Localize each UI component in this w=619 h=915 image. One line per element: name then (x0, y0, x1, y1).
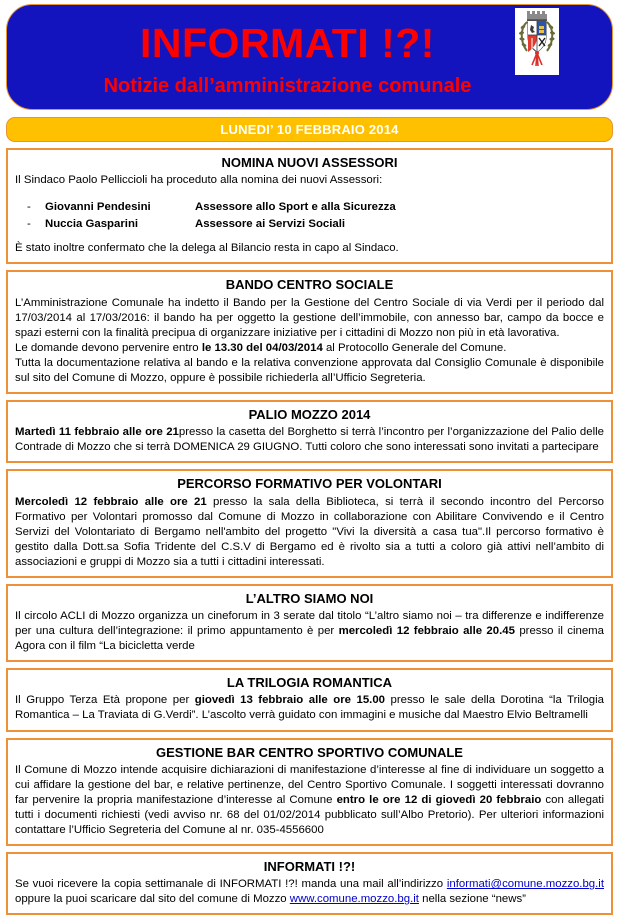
assessor-role: Assessore ai Servizi Sociali (195, 217, 346, 230)
list-item (15, 199, 604, 216)
article-bando-centro-sociale (6, 270, 613, 394)
article-body (15, 763, 604, 838)
text-segment: presso il cinema Agora con il film “La bicicletta verde (15, 625, 605, 653)
text-segment: presso le sale della Dorotina “la Trilogia Romantica – La Traviata di G.Verdi”. L’ascolto verrà guidato con immagini e musiche dal Maestro Elvio Beltramelli (15, 694, 605, 722)
text-segment: Le domande devono pervenire entro (15, 341, 202, 354)
article-body (15, 877, 604, 907)
text-segment: presso la sala della Biblioteca, si terrà il secondo incontro del Percorso Formativo per Volontari promosso dal Comune di Mozzo in collaborazione con Abilitare Convivendo e il Centro Servizi del Volontariato di Bergamo nell'ambito del progetto "Vivi la diversità a casa tua".Il percorso formativo è gestito dalla Dott.sa Sofia Tridente del C.S.V di Bergamo ed è rivolto sia a tutti a coloro già attivi nell’ambito di associazioni e gruppi di Mozzo sia a tutti i cittadini interessati. (15, 495, 605, 568)
article-palio-mozzo-2014 (6, 400, 613, 463)
article-body (15, 425, 604, 455)
article-paragraph (15, 763, 604, 838)
event-datetime: giovedì 13 febbraio alle ore 15.00 (194, 694, 385, 707)
issue-date-banner (6, 117, 613, 142)
event-datetime: Martedì 11 febbraio alle ore 21 (15, 426, 179, 439)
email-link[interactable]: informati@comune.mozzo.bg.it (446, 878, 604, 891)
masthead-banner (6, 4, 613, 110)
event-datetime: Mercoledì 12 febbraio alle ore 21 (15, 495, 207, 508)
article-title: PALIO MOZZO 2014 (248, 406, 371, 422)
article-informati-footer (6, 852, 613, 915)
text-segment: con allegati tutti i documenti richiesti (vedi avviso nr. 68 del 01/02/2014 pubblicato sull’Albo Pretorio). Per ulteriori informazioni contattare l’Ufficio Segreteria del Comune al nr. 035-4556600 (15, 793, 605, 836)
page-title: INFORMATI !?! (140, 20, 435, 66)
assessor-name: Giovanni Pendesini (45, 201, 151, 214)
text-segment: Il Comune di Mozzo intende acquisire dichiarazioni di manifestazione d’interesse al fine di individuare un soggetto a cui affidare la gestione del bar, e relative pertinenze, del Centro Sportivo Comunale. I soggetti interessati dovranno far pervenire la propria manifestazione d’interesse al Comune (15, 763, 604, 806)
article-gestione-bar-centro-sportivo (6, 738, 613, 846)
article-title: BANDO CENTRO SOCIALE (225, 277, 394, 293)
article-la-trilogia-romantica (6, 668, 613, 731)
list-item (15, 216, 604, 233)
article-percorso-formativo-volontari (6, 469, 613, 577)
article-body (15, 693, 604, 723)
municipal-crest-icon (515, 8, 559, 75)
article-paragraph (15, 425, 604, 455)
article-paragraph (15, 877, 604, 907)
page-subtitle: Notizie dall’amministrazione comunale (103, 75, 472, 97)
article-paragraph (15, 341, 604, 356)
article-paragraph (15, 609, 604, 654)
article-body (15, 495, 604, 570)
article-paragraph (15, 693, 604, 723)
article-body (15, 609, 604, 654)
text-segment: presso la casetta del Borghetto si terrà l’incontro per l’organizzazione del Palio delle Contrade di Mozzo che si terrà DOMENICA 29 GIUGNO. Tutti coloro che sono interessati sono invitati a partecipare (15, 426, 604, 454)
text-segment: oppure la puoi scaricare dal sito del comune di Mozzo (15, 893, 290, 906)
article-nomina-nuovi-assessori (6, 148, 613, 264)
deadline-highlight: entro le ore 12 di giovedì 20 febbraio (336, 793, 542, 806)
article-paragraph (15, 495, 604, 570)
list-bullet: - (27, 217, 31, 230)
article-title: NOMINA NUOVI ASSESSORI (221, 155, 398, 170)
text-segment: Se vuoi ricevere la copia settimanale di INFORMATI !?! manda una mail all’indirizzo (15, 878, 447, 891)
article-body (15, 173, 604, 256)
article-intro: Il Sindaco Paolo Pelliccioli ha proceduto alla nomina dei nuovi Assessori: (15, 174, 383, 187)
article-paragraph: L’Amministrazione Comunale ha indetto il Bando per la Gestione del Centro Sociale di via Verdi per il periodo dal 17/03/2014 al 17/03/2016: il bando ha per oggetto la gestione dell’immobile, con annesso bar, campo da bocce e spazi esterni con la finalità precipua di organizzare iniziative per i cittadini di Mozzo non più in età lavorativa. (15, 296, 604, 339)
event-datetime: mercoledì 12 febbraio alle 20.45 (338, 625, 515, 638)
article-title: LA TRILOGIA ROMANTICA (226, 675, 393, 691)
article-laltro-siamo-noi (6, 584, 613, 662)
deadline-highlight: le 13.30 del 04/03/2014 (201, 341, 323, 354)
text-segment: al Protocollo Generale del Comune. (322, 341, 507, 354)
assessor-list (15, 199, 604, 232)
article-title: INFORMATI !?! (263, 858, 356, 874)
text-segment: Il Gruppo Terza Età propone per (15, 694, 195, 707)
article-paragraph: Tutta la documentazione relativa al bando e la relativa convenzione approvata dal Consiglio Comunale è disponibile sul sito del Comune di Mozzo, oppure è possibile richiederla all’Ufficio Segreteria. (15, 356, 604, 384)
issue-date-text: LUNEDI’ 10 FEBBRAIO 2014 (220, 122, 399, 137)
text-segment: nella sezione “news” (418, 893, 526, 906)
assessor-name: Nuccia Gasparini (45, 217, 139, 230)
article-title: PERCORSO FORMATIVO PER VOLONTARI (177, 476, 442, 492)
article-body (15, 296, 604, 386)
assessor-role: Assessore allo Sport e alla Sicurezza (195, 201, 396, 214)
article-closing: È stato inoltre confermato che la delega al Bilancio resta in capo al Sindaco. (15, 242, 399, 255)
article-title: L’ALTRO SIAMO NOI (245, 590, 374, 606)
text-segment: Il circolo ACLI di Mozzo organizza un cineforum in 3 serate dal titolo “L’altro siamo noi – tra differenze e indifferenze per una cultura dell’integrazione: il primo appuntamento è per (15, 610, 604, 638)
list-bullet: - (27, 201, 31, 214)
article-title: GESTIONE BAR CENTRO SPORTIVO COMUNALE (156, 744, 463, 760)
website-link[interactable]: www.comune.mozzo.bg.it (289, 893, 419, 906)
